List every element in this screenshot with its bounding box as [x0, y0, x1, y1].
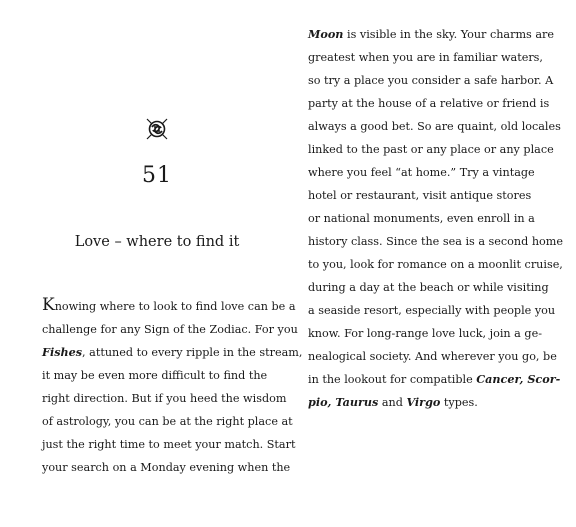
text-line	[308, 184, 563, 207]
text-line	[308, 69, 563, 92]
text-line	[42, 387, 302, 410]
text-run: always a good bet. So are quaint, old locales	[308, 120, 561, 133]
text-run: in the lookout for compatible	[308, 373, 477, 386]
sign-name: Fishes	[42, 345, 83, 359]
left-text-column	[42, 295, 302, 479]
text-line	[42, 456, 302, 479]
text-line	[308, 138, 563, 161]
text-line	[308, 230, 563, 253]
text-run: where you feel “at home.” Try a vintage	[308, 166, 535, 179]
text-line	[308, 253, 563, 276]
text-run: a seaside resort, especially with people you	[308, 304, 556, 317]
text-run: just the right time to meet your match. Start	[42, 438, 296, 451]
drop-cap: K	[42, 295, 55, 315]
text-run: party at the house of a relative or friend is	[308, 97, 550, 110]
text-line	[308, 23, 563, 46]
text-run: nowing where to look to find love can be a	[54, 300, 296, 313]
text-line	[308, 46, 563, 69]
text-line	[308, 276, 563, 299]
text-run: or national monuments, even enroll in a	[308, 212, 535, 225]
text-line	[42, 364, 302, 387]
text-line	[308, 322, 563, 345]
text-run: is visible in the sky. Your charms are	[343, 28, 554, 41]
text-line	[42, 318, 302, 341]
pisces-fish-icon	[144, 116, 170, 142]
text-run: linked to the past or any place or any place	[308, 143, 554, 156]
text-line	[308, 299, 563, 322]
text-run: greatest when you are in familiar waters,	[308, 51, 543, 64]
text-line	[308, 92, 563, 115]
sign-name: Cancer, Scor-	[476, 372, 561, 386]
text-line	[308, 207, 563, 230]
text-run: , attuned to every ripple in the stream,	[82, 346, 303, 359]
text-line	[308, 391, 563, 414]
text-run: types.	[440, 396, 478, 409]
text-line	[308, 368, 563, 391]
right-text-column	[308, 23, 563, 414]
text-line	[42, 433, 302, 456]
text-run: of astrology, you can be at the right place at	[42, 415, 293, 428]
sign-name: Virgo	[406, 395, 441, 409]
text-run: know. For long-range love luck, join a ge-	[308, 327, 542, 340]
text-run: to you, look for romance on a moonlit cruise,	[308, 258, 563, 271]
text-run: right direction. But if you heed the wisdom	[42, 392, 287, 405]
text-line	[42, 410, 302, 433]
text-run: and	[378, 396, 407, 409]
planet-name: Moon	[308, 27, 344, 41]
text-line	[308, 345, 563, 368]
text-run: challenge for any Sign of the Zodiac. For you	[42, 323, 298, 336]
text-run: so try a place you consider a safe harbor. A	[308, 74, 554, 87]
sign-name: pio, Taurus	[308, 395, 379, 409]
text-line	[308, 115, 563, 138]
chapter-title: Love – where to find it	[74, 234, 240, 250]
text-run: nealogical society. And wherever you go, be	[308, 350, 557, 363]
text-line	[42, 341, 302, 364]
text-line	[42, 295, 302, 318]
text-run: history class. Since the sea is a second home	[308, 235, 564, 248]
text-run: during a day at the beach or while visiting	[308, 281, 549, 294]
text-run: your search on a Monday evening when the	[42, 461, 291, 474]
text-run: hotel or restaurant, visit antique stores	[308, 189, 532, 202]
page-number: 51	[142, 163, 172, 188]
text-run: it may be even more difficult to find the	[42, 369, 268, 382]
text-line	[308, 161, 563, 184]
